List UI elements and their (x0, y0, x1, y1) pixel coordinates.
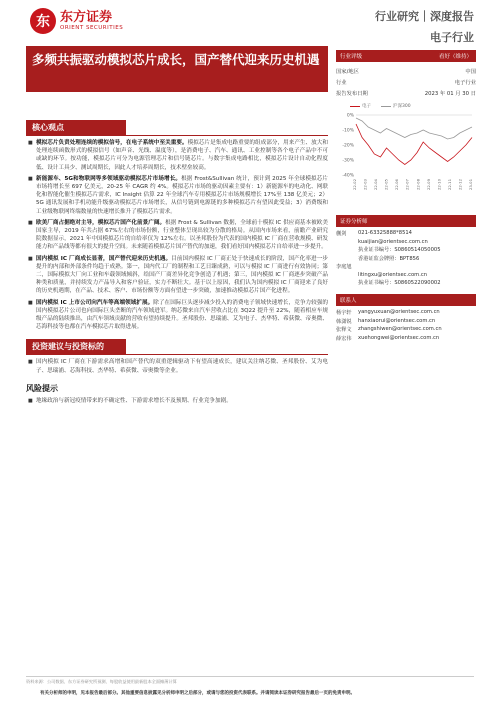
info-value: 中国 (465, 68, 476, 75)
bullet-lead: 模拟芯片负责处理连续的模拟信号，在电子系统中至关重要。 (36, 140, 188, 146)
analyst-name: 蒯剑 (336, 231, 347, 237)
contact-name: 薛宏伟 (336, 335, 352, 342)
bullet-text: 目前国内模拟 IC 厂商正处于快速成长的阶段，国产化率进一步提升的内部和外部条件均趋于成熟。第一，国内代工厂的制程和工艺日臻成熟，可以与模拟 IC 厂商进行有效协同；第二，国际模拟大厂向工业和车载领域倾斜，给国产厂商差异化竞争创造了机遇；第三，国内模拟 IC 厂商逐步突破产品种类和质量，并持续发力产品导入和客户验证，实力不断壮大。基于以上原因，我们认为国内模拟 IC 厂商迎来了良好的历史机遇期，在产品、技术、客户、市场份额等方面有望进一步突破，加速推动模拟芯片国产化进程。 (36, 255, 328, 295)
contact-row (336, 309, 476, 316)
series-line-1 (356, 118, 472, 139)
analyst-hk: 香港证监会牌照：BPT856 (358, 255, 420, 262)
info-value: 电子行业 (454, 79, 476, 86)
contact-list (336, 309, 476, 342)
contact-name: 韩潇锐 (336, 318, 352, 325)
bullet-item (36, 299, 328, 332)
bullet-lead: 国内模拟 IC 厂商成长显著，国产替代迎来历史机遇。 (36, 255, 172, 262)
bullet-text: 根据 Frost&Sullivan 统计，预计到 2025 年全球模拟芯片市场将增长至 697 亿美元，20-25 年 CAGR 约 4%。模拟芯片市场的驱动因素主要有：1）新能源车的电动化、网联化和智能化催生模拟芯片需求，IC Insight 估算 22 年全球汽车专用模拟芯片市场规模增长 17%至 138 亿美元；2）5G 通讯发展和手机功能升级驱动模拟芯片市场增长，从信号链到电源链的多种模拟芯片有望因此受益；3）消费级和工业级物联网终端数量的快速增长推升了模拟芯片需求。 (36, 175, 328, 215)
x-tick-label: 22-05 (383, 179, 389, 191)
bullet-text: 模拟芯片是集成电路重要的组成部分，用来产生、放大和处理连续函数形式的模拟信号（如声音、光线、温度等），是消费电子、汽车、通讯、工业控制等各个电子产品中不可或缺的环节。按功能，模拟芯片可分为电源管理芯片和信号链芯片。与数字集成电路相比，模拟芯片设计自动化程度低、设计工具少、测试周期长，因此人才培养周期长，技术壁垒较高。 (36, 140, 328, 171)
analyst-cert: 执业证书编号：S0860514050005 (358, 247, 441, 253)
y-tick-label: -10% (342, 128, 354, 134)
analyst-cert: 执业证书编号：S0860522090002 (358, 280, 441, 286)
core-view-list (26, 139, 328, 331)
report-industry: 电子行业 (430, 31, 474, 44)
contact-name: 杨宇轩 (336, 310, 352, 316)
y-tick-label: -20% (342, 143, 354, 149)
chart-legend (350, 103, 476, 109)
legend-label-1: 沪深300 (393, 104, 411, 109)
info-key: 国家/地区 (336, 68, 359, 75)
info-row (336, 87, 476, 98)
x-tick-label: 22-07 (404, 179, 410, 191)
analyst-row (336, 263, 476, 270)
info-row (336, 65, 476, 76)
info-row (336, 76, 476, 87)
info-key: 报告发布日期 (336, 90, 368, 97)
bullet-lead: 新能源车、5G和物联网等多领域驱动模拟芯片市场增长。 (36, 175, 182, 182)
x-tick-label: 22-08 (415, 179, 421, 191)
x-tick-label: 22-04 (373, 179, 379, 191)
report-title: 多频共振驱动模拟芯片成长，国产替代迎来历史机遇 (26, 46, 328, 92)
bullet-text: 地缘政治与新冠疫情带来的不确定性、下游需求增长不及预期、行业竞争加剧。 (36, 397, 232, 404)
invest-list (26, 358, 328, 374)
contact-row (336, 326, 476, 333)
contact-row (336, 318, 476, 325)
x-tick-label: 22-03 (362, 179, 368, 191)
analyst-email[interactable]: kuaijian@orientsec.com.cn (358, 238, 428, 245)
logo-icon: 东 (30, 8, 56, 34)
bullet-lead: 欧美厂商占据绝对主导，模拟芯片国产化前景广阔。 (36, 219, 166, 226)
series-line-0 (356, 124, 472, 165)
analyst-email[interactable]: litingxu@orientsec.com.cn (358, 271, 428, 278)
x-tick-label: 22-10 (436, 179, 442, 191)
bullet-item (36, 175, 328, 216)
analyst-list (336, 230, 476, 286)
bullet-lead: 国内模拟 IC 上市公司向汽车等高端领域扩展。 (36, 299, 154, 306)
footer-source: 资料来源：公司数据、东方证券研究所预测、每股收益使用最新股本全面摊薄计算 (26, 679, 177, 684)
report-category: 行业研究｜深度报告 (375, 10, 474, 23)
core-view-heading: 核心观点 (26, 120, 126, 135)
analyst-row (336, 230, 476, 237)
bullet-item (36, 358, 328, 374)
contact-email[interactable]: hanxiaorui@orientsec.com.cn (358, 317, 436, 324)
rating-bar (336, 50, 476, 62)
report-type (375, 8, 474, 45)
x-tick-label: 23-01 (468, 179, 473, 191)
x-tick-label: 22-02 (352, 179, 357, 191)
x-tick-label: 22-11 (446, 179, 452, 191)
performance-chart (336, 111, 476, 201)
contact-email[interactable]: yangyuxuan@orientsec.com.cn (358, 309, 440, 315)
y-tick-label: -40% (342, 173, 354, 179)
legend-item (350, 103, 371, 109)
contacts-heading (336, 294, 476, 306)
bullet-text: 除了在国际巨头逐步减少投入的消费电子领域快速增长，竞争力较强的国内模拟芯片公司也向国际巨头垄断的汽车领域进军。纳芯微来自汽车营收占比在 3Q22 提升至 22%，随着相应车规级产品的陆续推出，由汽车领域贡献的营收有望持续提升。圣邦股份、思瑞浦、艾为电子、杰华特、希荻微、帝奥微、芯海科技等也都在汽车模拟芯片取得进展。 (36, 299, 328, 331)
contacts-heading-label: 联系人 (340, 298, 357, 304)
legend-item (381, 103, 411, 109)
main-content (26, 120, 328, 408)
analyst-phone: 021-63325888*8514 (358, 230, 412, 236)
analyst-name: 李庭旭 (336, 264, 352, 270)
contact-email[interactable]: zhangshiwen@orientsec.com.cn (358, 326, 442, 332)
risk-heading: 风险提示 (26, 383, 58, 393)
analyst-row (336, 279, 476, 286)
rating-label: 行业评级 (340, 54, 363, 60)
bullet-item (36, 219, 328, 252)
x-tick-label: 22-09 (425, 179, 431, 191)
logo-cn: 东方证券 (60, 10, 113, 25)
bullet-item (36, 139, 328, 172)
contact-email[interactable]: xuehongwei@orientsec.com.cn (358, 334, 440, 341)
info-list (336, 65, 476, 98)
legend-label-0: 电子 (362, 104, 371, 109)
contact-name: 张释文 (336, 327, 352, 333)
company-logo (30, 8, 123, 34)
analyst-row (336, 246, 476, 253)
analysts-heading (336, 215, 476, 227)
x-tick-label: 22-06 (394, 179, 400, 191)
bullet-item (36, 397, 328, 405)
info-key: 行业 (336, 79, 347, 86)
bullet-text: 根据 Frost & Sullivan 数据，全球前十模拟 IC 供应商基本被欧美国家主导，2019 年共占据 67%左右的市场份额，行业整体呈现出较为分散的格局。从国内市场来看，前瞻产业研究院数据显示，2021 年中国模拟芯片的自给率仅为 12%左右。以圣邦股份为代表的国内模拟 IC 厂商在营收规模、研发能力和产品线等都有很大的提升空间。未来随着模拟芯片国产替代的加速，我们看好国内模拟芯片自给率进一步提升。 (36, 219, 328, 251)
footer-disclaimer: 有关分析师的申明，见本报告最后部分。其他重要信息披露见分析师申明之后部分，或请与您的投资代表联系。并请阅读本证券研究报告最后一页的免责申明。 (40, 691, 355, 696)
analyst-row (336, 272, 476, 278)
contact-row (336, 335, 476, 342)
x-tick-label: 22-12 (457, 179, 463, 191)
bullet-text: 国内模拟 IC 厂商在下游需求高增和国产替代的双重逻辑驱动下有望高速成长，建议关注纳芯微、圣邦股份、艾为电子、思瑞浦、芯海科技、杰华特、希荻微、帝奥微等企业。 (36, 359, 328, 374)
analyst-row (336, 255, 476, 262)
analysts-heading-label: 证券分析师 (340, 219, 368, 225)
logo-en: ORIENT SECURITIES (60, 25, 124, 31)
sidebar (336, 50, 476, 343)
analyst-row (336, 239, 476, 245)
invest-heading: 投资建议与投资标的 (26, 339, 126, 354)
info-value: 2023 年 01 月 30 日 (424, 90, 476, 97)
bullet-item (36, 255, 328, 296)
y-tick-label: 0% (346, 113, 354, 119)
risk-list (26, 397, 328, 405)
y-tick-label: -30% (342, 158, 354, 164)
rating-value: 看好（维持） (438, 54, 472, 60)
